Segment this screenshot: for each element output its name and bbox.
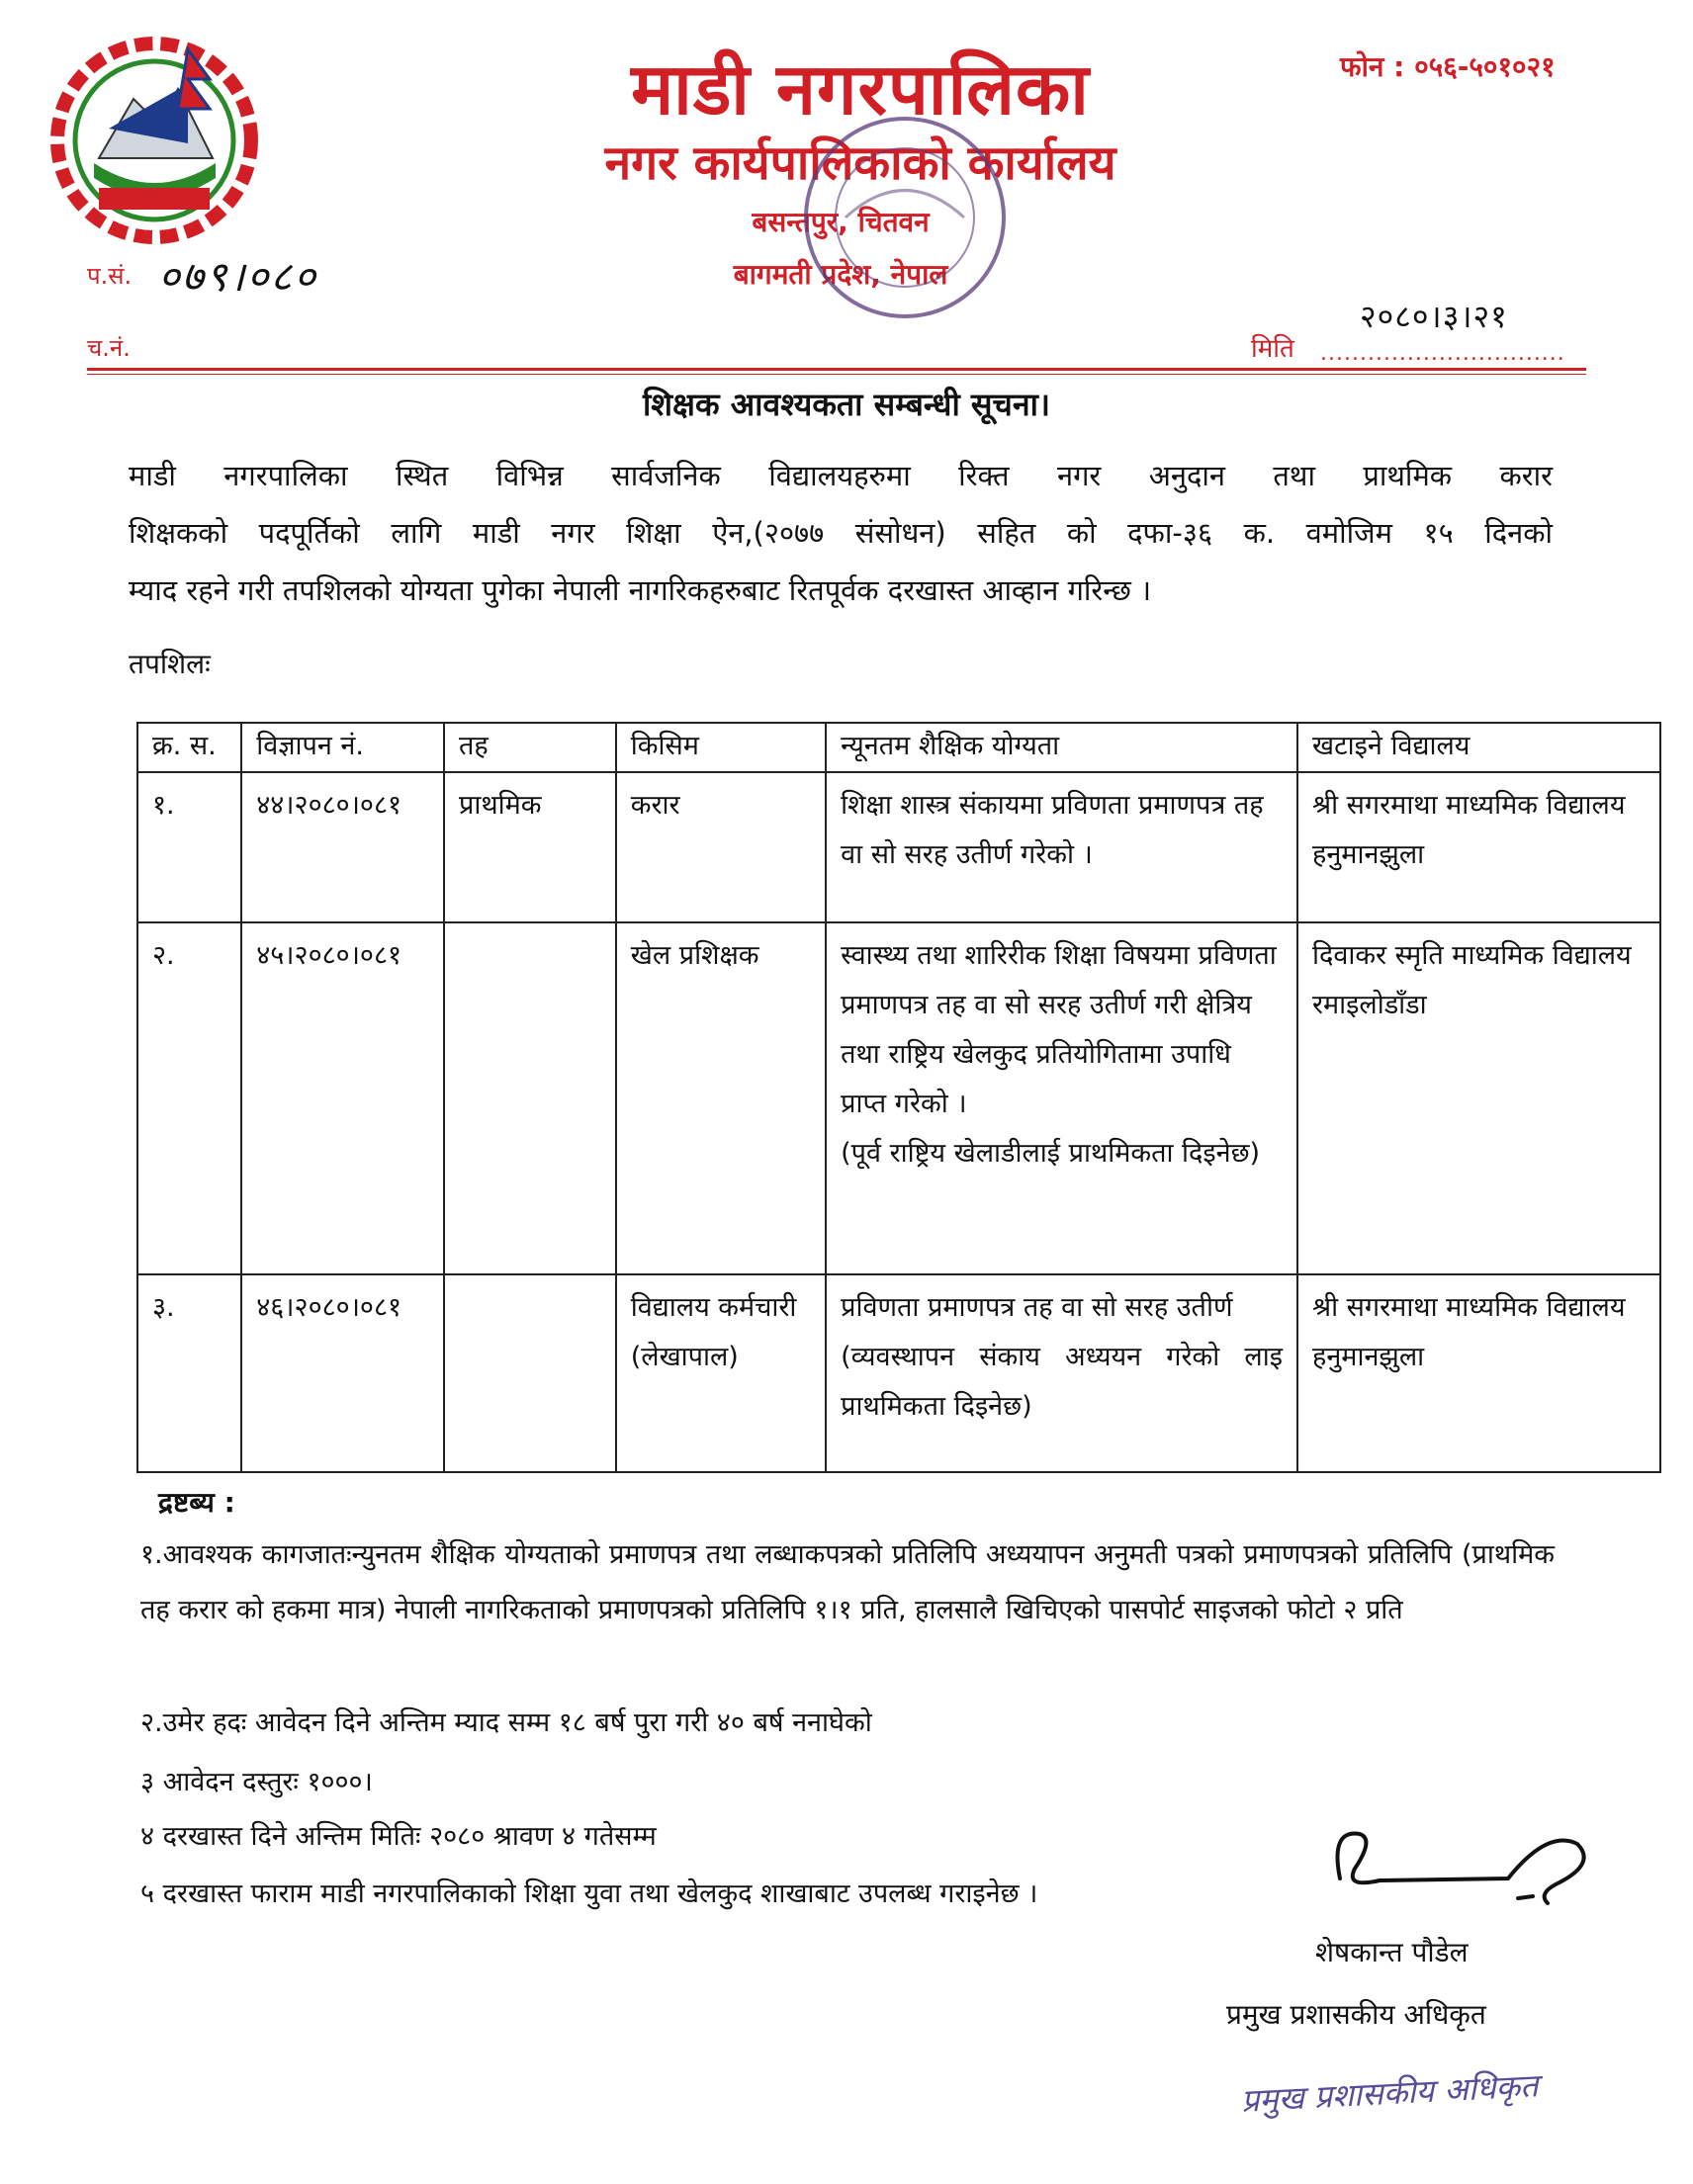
office-title: नगर कार्यपालिकाको कार्यालय: [604, 135, 1116, 191]
column-header-type: किसिम: [616, 723, 826, 772]
cell-ad-no: ४४।२०८०।०८१: [241, 772, 444, 922]
office-stamp-seal: [791, 104, 1019, 331]
cell-level: [444, 922, 616, 1273]
header-divider-thin: [87, 374, 1586, 375]
cell-ad-no: ४६।२०८०।०८१: [241, 1274, 444, 1472]
handwritten-signature: [1320, 1809, 1617, 1918]
reference-number-label: प.सं.: [87, 262, 133, 290]
note-item: ५ दरखास्त फाराम माडी नगरपालिकाको शिक्षा युवा तथा खेलकुद शाखाबाट उपलब्ध गराइनेछ ।: [140, 1878, 1038, 1909]
table-row: [137, 772, 1660, 922]
cell-school: श्री सगरमाथा माध्यमिक विद्यालय हनुमानझुला: [1297, 1274, 1660, 1472]
column-header-ad-no: विज्ञापन नं.: [241, 723, 444, 772]
date-dotted-line: ...............................: [1320, 341, 1565, 366]
cell-sn: ३.: [137, 1274, 241, 1472]
qualification-note: (व्यवस्थापन संकाय अध्ययन गरेको लाइ प्राथमिकता दिइनेछ): [841, 1341, 1283, 1422]
qualification-note: (पूर्व राष्ट्रिय खेलाडीलाई प्राथमिकता दिइनेछ): [841, 1138, 1261, 1170]
column-header-level: तह: [444, 723, 616, 772]
date-label: मिति: [1251, 334, 1294, 364]
table-row: [137, 1274, 1660, 1472]
note-item: ४ दरखास्त दिने अन्तिम मितिः २०८० श्रावण ४ गतेसम्म: [140, 1821, 657, 1852]
nepal-emblem-logo: [40, 30, 269, 252]
header-divider: [87, 368, 1586, 371]
note-item: १.आवश्यक कागजातःन्युनतम शैक्षिक योग्यताको प्रमाणपत्र तथा लब्धाकपत्रको प्रतिलिपि अध्ययापन अनुमती पत्रको प्रमाणपत्रको प्रतिलिपि (प्राथमिक तह करार को हकमा मात्र) नेपाली नागरिकताको प्रमाणपत्रको प्रतिलिपि १।१ प्रति, हालसालै खिचिएको पासपोर्ट साइजको फोटो २ प्रति: [140, 1539, 1555, 1625]
reference-number-value: ०७९।०८०: [158, 252, 317, 301]
signatory-name: शेषकान्त पौडेल: [1315, 1936, 1469, 1968]
qualification-text: स्वास्थ्य तथा शारिरीक शिक्षा विषयमा प्रविणता प्रमाणपत्र तह वा सो सरह उतीर्ण गरी क्षेत्रिय तथा राष्ट्रिय खेलकुद प्रतियोगितामा उपाधि प्राप्त गरेको ।: [841, 940, 1277, 1120]
cell-level: [444, 1274, 616, 1472]
dispatch-number-label: च.नं.: [87, 334, 131, 362]
intro-line: म्याद रहने गरी तपशिलको योग्यता पुगेका नेपाली नागरिकहरुबाट रितपूर्वक दरखास्त आव्हान गरिन्छ ।: [129, 573, 1152, 607]
designation-stamp: प्रमुख प्रशासकीय अधिकृत: [1240, 2066, 1540, 2120]
table-header-row: [137, 723, 1660, 772]
cell-school: श्री सगरमाथा माध्यमिक विद्यालय हनुमानझुला: [1297, 772, 1660, 922]
column-header-sn: क्र. स.: [137, 723, 241, 772]
column-header-qualification: न्यूनतम शैक्षिक योग्यता: [826, 723, 1297, 772]
notice-title: शिक्षक आवश्यकता सम्बन्धी सूचना।: [642, 386, 1050, 423]
address-line-2: बागमती प्रदेश, नेपाल: [733, 258, 948, 291]
cell-type: करार: [616, 772, 826, 922]
cell-type: विद्यालय कर्मचारी (लेखापाल): [616, 1274, 826, 1472]
cell-type: खेल प्रशिक्षक: [616, 922, 826, 1273]
date-value: २०८०।३।२१: [1360, 298, 1508, 335]
column-header-school: खटाइने विद्यालय: [1297, 723, 1660, 772]
phone-number: फोन : ०५६-५०१०२१: [1340, 50, 1556, 83]
cell-qualification: शिक्षा शास्त्र संकायमा प्रविणता प्रमाणपत्र तह वा सो सरह उतीर्ण गरेको ।: [826, 772, 1297, 922]
cell-school: दिवाकर स्मृति माध्यमिक विद्यालय रमाइलोडाँडा: [1297, 922, 1660, 1273]
vacancy-table: [136, 722, 1661, 1473]
cell-qualification: [826, 922, 1297, 1273]
cell-sn: २.: [137, 922, 241, 1273]
details-label: तपशिलः: [129, 648, 211, 680]
cell-qualification: [826, 1274, 1297, 1472]
qualification-text: प्रविणता प्रमाणपत्र तह वा सो सरह उतीर्ण: [841, 1291, 1233, 1323]
notes-title: द्रष्टब्य :: [158, 1486, 235, 1519]
cell-ad-no: ४५।२०८०।०८१: [241, 922, 444, 1273]
cell-level: प्राथमिक: [444, 772, 616, 922]
note-item: ३ आवेदन दस्तुरः १०००।: [140, 1767, 373, 1797]
notice-intro: [129, 447, 1553, 619]
cell-sn: १.: [137, 772, 241, 922]
intro-line: शिक्षकको पदपूर्तिको लागि माडी नगर शिक्षा ऐन,(२०७७ संसोधन) सहित को दफा-३६ क. वमोजिम १५ दिनको: [129, 516, 1553, 550]
address-line-1: बसन्तपुर, चितवन: [752, 206, 930, 238]
intro-line: माडी नगरपालिका स्थित विभिन्न सार्वजनिक विद्यालयहरुमा रिक्त नगर अनुदान तथा प्राथमिक करार: [129, 459, 1553, 492]
note-item: २.उमेर हदः आवेदन दिने अन्तिम म्याद सम्म १८ बर्ष पुरा गरी ४० बर्ष ननाघेको: [140, 1707, 872, 1738]
signatory-post: प्रमुख प्रशासकीय अधिकृत: [1226, 1998, 1486, 2031]
table-row: [137, 922, 1660, 1273]
municipality-title: माडी नगरपालिका: [631, 47, 1090, 131]
